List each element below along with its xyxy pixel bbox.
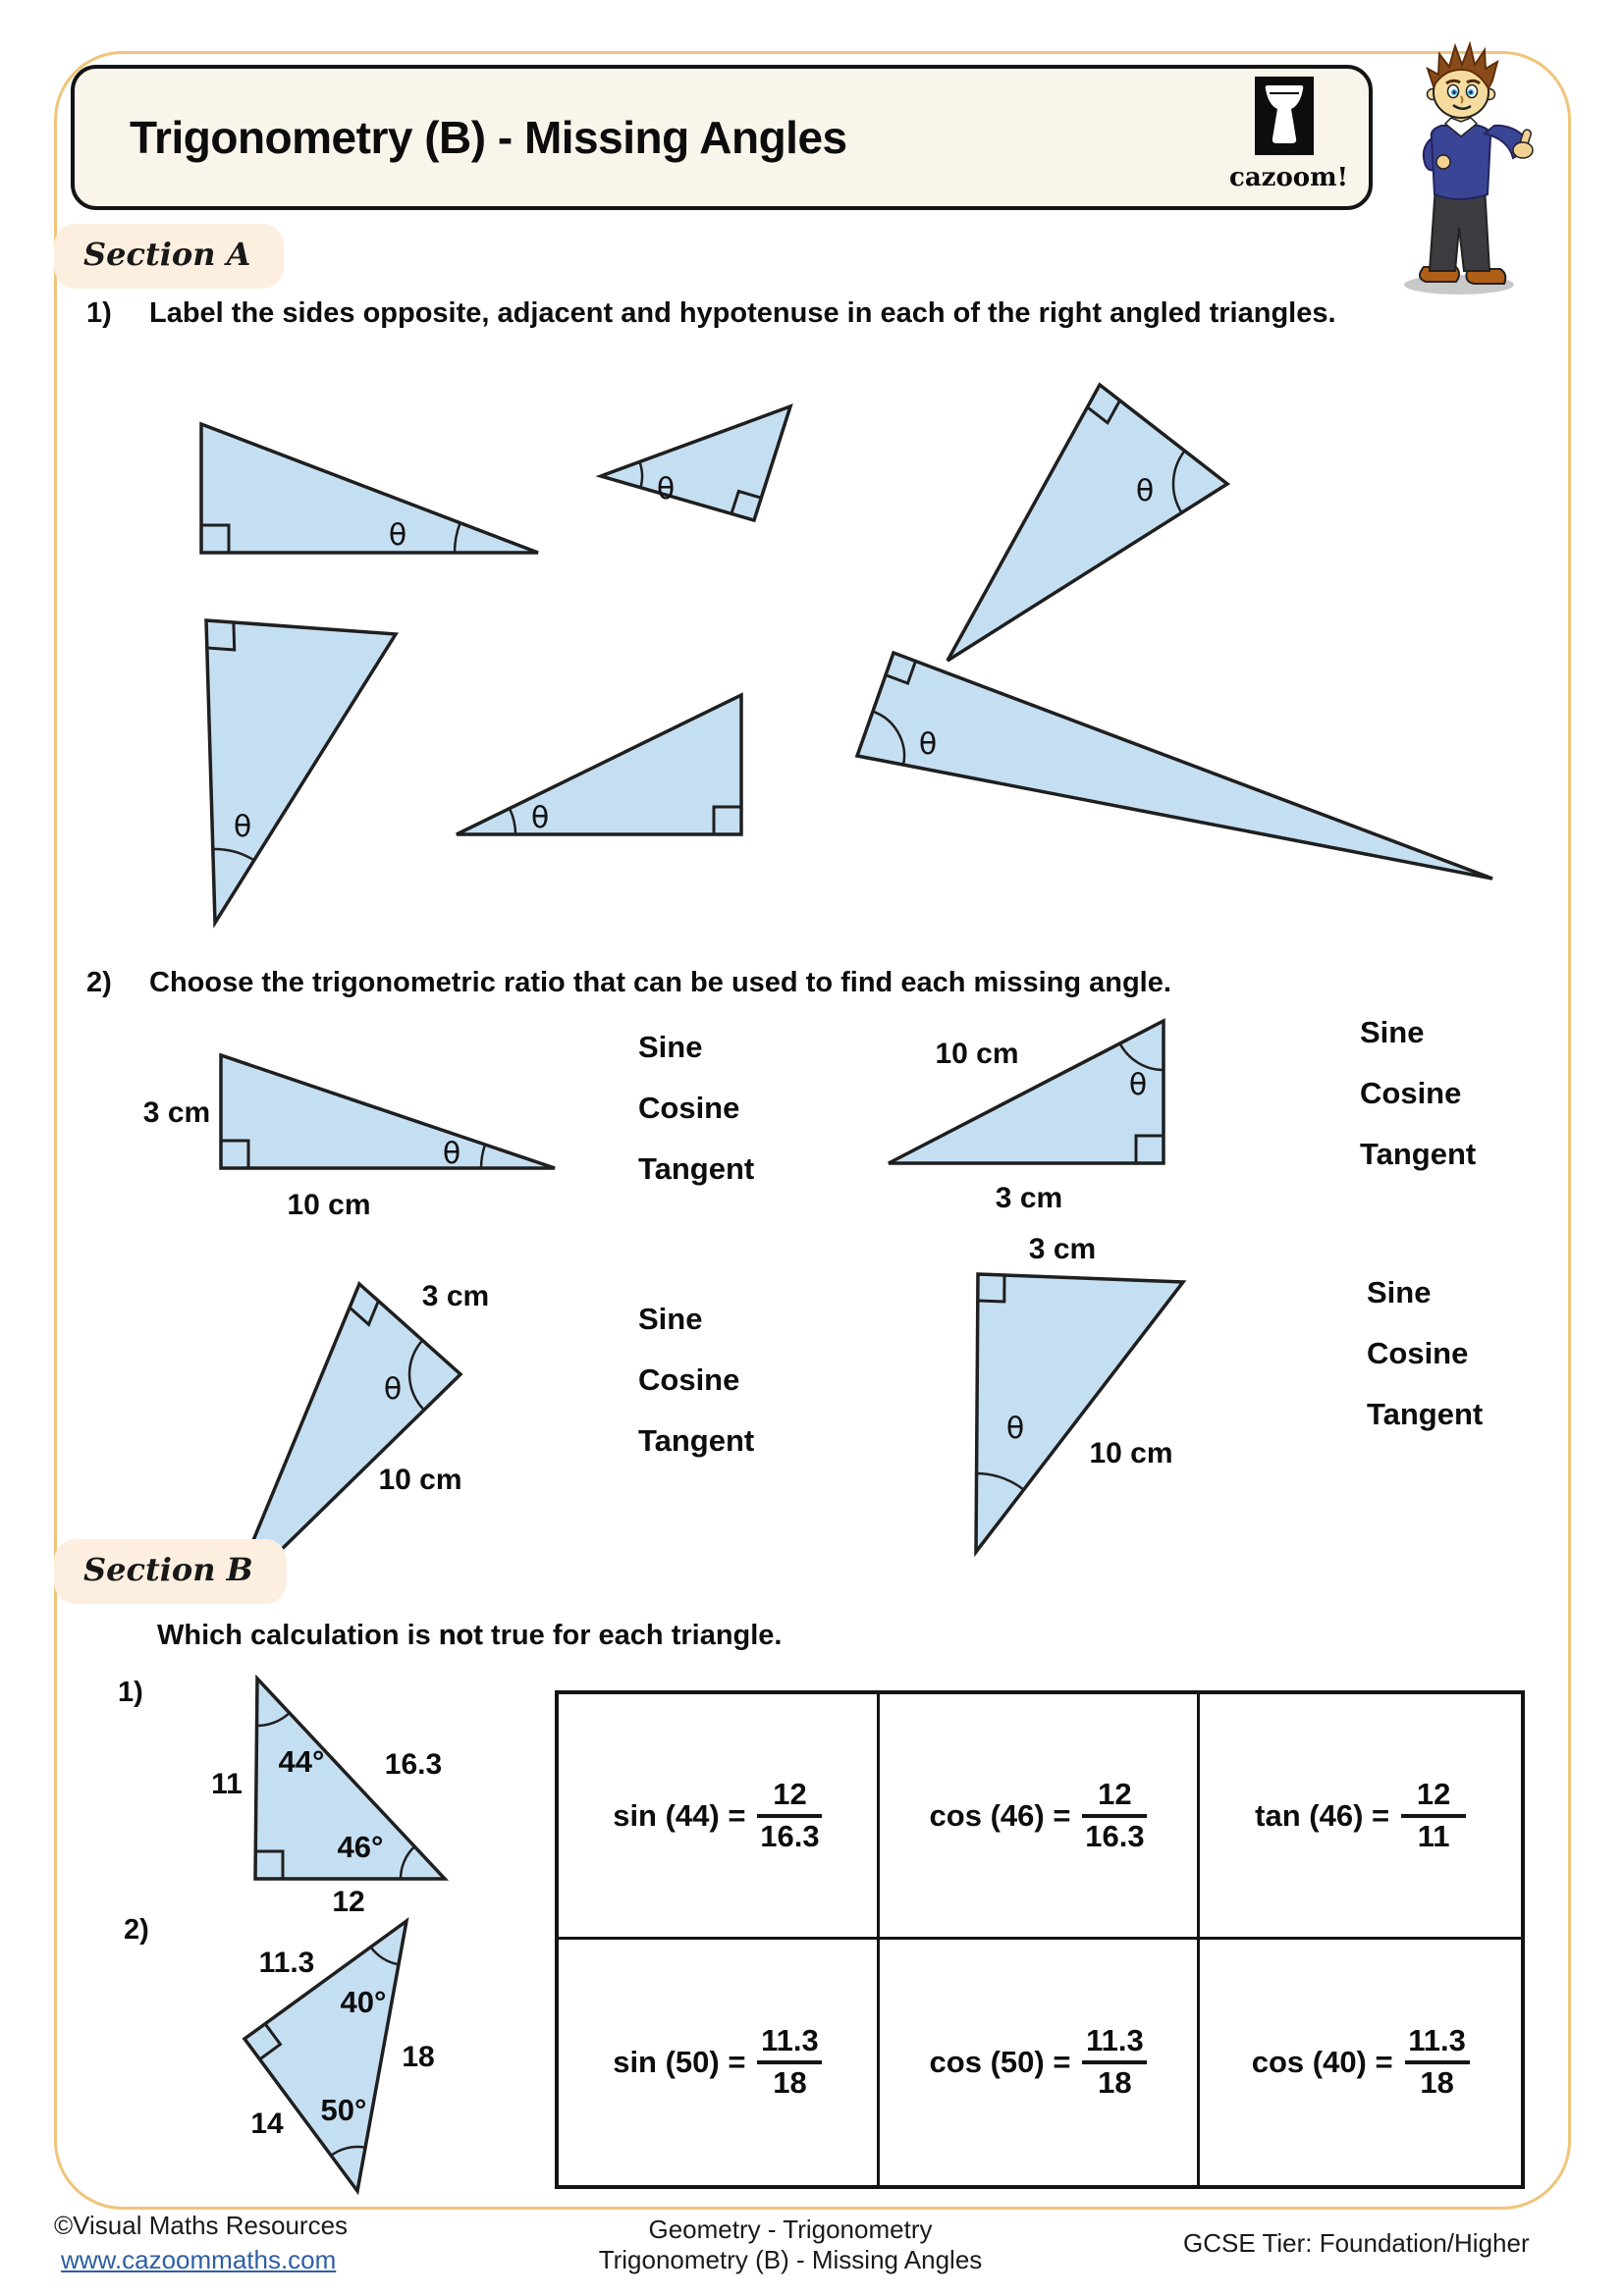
fraction-denominator: 16.3 xyxy=(1085,1818,1145,1853)
theta-label: θ xyxy=(1135,474,1155,508)
equation-lhs: cos (46) = xyxy=(929,1797,1071,1833)
side-label: 10 cm xyxy=(1089,1437,1173,1469)
angle-label: 46° xyxy=(337,1830,384,1864)
fraction xyxy=(1401,1776,1466,1853)
side-label: 16.3 xyxy=(384,1748,443,1781)
equation-lhs: sin (44) = xyxy=(613,1797,746,1833)
triangle-q2-1 xyxy=(128,1036,599,1232)
intro-pre: Which calculation is xyxy=(157,1620,439,1651)
footer-copyright: ©Visual Maths Resources xyxy=(54,2211,349,2240)
equation-cell xyxy=(880,1940,1201,2185)
fraction-numerator: 11.3 xyxy=(1086,2023,1144,2058)
equation-cell xyxy=(559,1940,880,2185)
triangle-b1 xyxy=(191,1664,486,1929)
side-label: 3 cm xyxy=(1028,1233,1097,1265)
ratio-option-tangent: Tangent xyxy=(638,1151,755,1186)
footer-center xyxy=(535,2215,1046,2275)
equation-lhs: cos (40) = xyxy=(1251,2045,1393,2079)
fraction-bar xyxy=(1401,1814,1466,1818)
side-label: 3 cm xyxy=(142,1096,211,1129)
fraction-numerator: 12 xyxy=(1416,1776,1451,1811)
page-title: Trigonometry (B) - Missing Angles xyxy=(130,112,847,163)
side-label: 10 cm xyxy=(287,1189,371,1221)
angle-label: 40° xyxy=(340,1985,387,2019)
footer-tier: GCSE Tier: Foundation/Higher xyxy=(1183,2228,1530,2258)
ratio-option-sine: Sine xyxy=(638,1302,703,1336)
fraction xyxy=(1405,2025,1470,2099)
ratio-option-cosine: Cosine xyxy=(638,1091,740,1125)
theta-label: θ xyxy=(442,1137,461,1171)
ratio-option-cosine: Cosine xyxy=(638,1362,740,1397)
fraction-denominator: 16.3 xyxy=(760,1818,820,1853)
b1-number: 1) xyxy=(118,1677,143,1708)
theta-label: θ xyxy=(233,810,252,844)
fraction-bar xyxy=(1405,2060,1470,2064)
triangle-q1-2 xyxy=(589,393,815,540)
fraction xyxy=(757,2025,822,2099)
section-b-intro xyxy=(157,1620,783,1652)
triangle-q1-5 xyxy=(442,677,766,854)
footer-sheet-name: Trigonometry (B) - Missing Angles xyxy=(598,2245,983,2274)
ratio-option-sine: Sine xyxy=(1360,1015,1425,1049)
theta-label: θ xyxy=(1005,1412,1025,1446)
fraction-numerator: 12 xyxy=(1098,1776,1132,1811)
triangle-q1-3 xyxy=(923,371,1247,675)
fraction xyxy=(757,1776,822,1853)
brand-name: cazoom! xyxy=(1229,163,1349,192)
ratio-option-tangent: Tangent xyxy=(1360,1137,1477,1171)
equation-cell xyxy=(880,1694,1201,1940)
theta-label: θ xyxy=(388,518,407,553)
theta-label: θ xyxy=(656,472,676,507)
intro-not: not xyxy=(438,1620,483,1651)
equation-cell xyxy=(1200,1694,1521,1940)
fraction-numerator: 12 xyxy=(773,1776,807,1811)
cazoom-logo xyxy=(1229,77,1349,192)
triangle-q1-6 xyxy=(839,638,1527,903)
ratio-option-tangent: Tangent xyxy=(1367,1397,1484,1431)
fraction-bar xyxy=(1082,1814,1147,1818)
theta-label: θ xyxy=(530,801,550,835)
fraction-numerator: 11.3 xyxy=(761,2023,819,2058)
fraction-bar xyxy=(757,2060,822,2064)
fraction-bar xyxy=(757,1814,822,1818)
side-label: 3 cm xyxy=(421,1280,490,1312)
triangle-b2 xyxy=(206,1909,501,2214)
fraction-denominator: 18 xyxy=(1420,2065,1454,2100)
side-label: 10 cm xyxy=(935,1038,1019,1070)
q2-text: Choose the trigonometric ratio that can be used to find each missing angle. xyxy=(149,967,1171,998)
triangle-q2-2 xyxy=(854,996,1326,1222)
fraction-denominator: 18 xyxy=(1098,2065,1132,2100)
fraction xyxy=(1082,2025,1147,2099)
ratio-option-cosine: Cosine xyxy=(1367,1336,1469,1370)
ratio-option-tangent: Tangent xyxy=(638,1423,755,1458)
ratio-option-sine: Sine xyxy=(1367,1275,1432,1309)
theta-label: θ xyxy=(1128,1068,1148,1102)
q2-number: 2) xyxy=(86,967,112,998)
equation-cell xyxy=(1200,1940,1521,2185)
side-label: 12 xyxy=(332,1886,365,1918)
ratio-options-3 xyxy=(638,1298,754,1480)
mascot-boy-icon xyxy=(1373,39,1549,302)
ratio-options-2 xyxy=(1360,1011,1476,1194)
equation-lhs: sin (50) = xyxy=(613,2045,746,2079)
equation-lhs: cos (50) = xyxy=(929,2045,1071,2079)
ratio-option-sine: Sine xyxy=(638,1030,703,1064)
q1-text: Label the sides opposite, adjacent and hypotenuse in each of the right angled triangles. xyxy=(149,297,1336,329)
intro-post: true for each triangle. xyxy=(482,1620,783,1651)
angle-label: 50° xyxy=(320,2093,367,2127)
fraction xyxy=(1082,1776,1147,1853)
b2-number: 2) xyxy=(124,1914,149,1946)
footer-topic: Geometry - Trigonometry xyxy=(648,2215,933,2244)
fraction-denominator: 11 xyxy=(1417,1818,1450,1853)
website-link[interactable]: www.cazoommaths.com xyxy=(61,2245,337,2274)
side-label: 11.3 xyxy=(258,1947,315,1979)
q1-number: 1) xyxy=(86,297,112,329)
footer-link-wrap xyxy=(61,2245,336,2275)
angle-label: 44° xyxy=(278,1744,325,1779)
ratio-options-1 xyxy=(638,1026,754,1208)
fraction-denominator: 18 xyxy=(773,2065,807,2100)
triangle-q1-4 xyxy=(191,609,427,942)
theta-label: θ xyxy=(383,1372,403,1407)
side-label: 14 xyxy=(250,2108,284,2140)
triangle-q1-1 xyxy=(157,407,579,574)
equation-table xyxy=(555,1690,1525,2189)
side-label: 3 cm xyxy=(995,1182,1063,1214)
side-label: 11 xyxy=(211,1768,243,1800)
side-label: 10 cm xyxy=(378,1464,462,1496)
fraction-numerator: 11.3 xyxy=(1408,2023,1466,2058)
drum-icon xyxy=(1255,77,1314,157)
theta-label: θ xyxy=(918,727,938,762)
section-a-label: Section A xyxy=(54,224,284,289)
equation-cell xyxy=(559,1694,880,1940)
ratio-options-4 xyxy=(1367,1271,1483,1454)
triangle-q2-4 xyxy=(923,1233,1247,1590)
fraction-bar xyxy=(1082,2060,1147,2064)
equation-lhs: tan (46) = xyxy=(1255,1797,1390,1833)
ratio-option-cosine: Cosine xyxy=(1360,1076,1462,1110)
title-bar xyxy=(71,65,1373,210)
section-b-label: Section B xyxy=(54,1539,287,1604)
side-label: 18 xyxy=(402,2041,435,2073)
